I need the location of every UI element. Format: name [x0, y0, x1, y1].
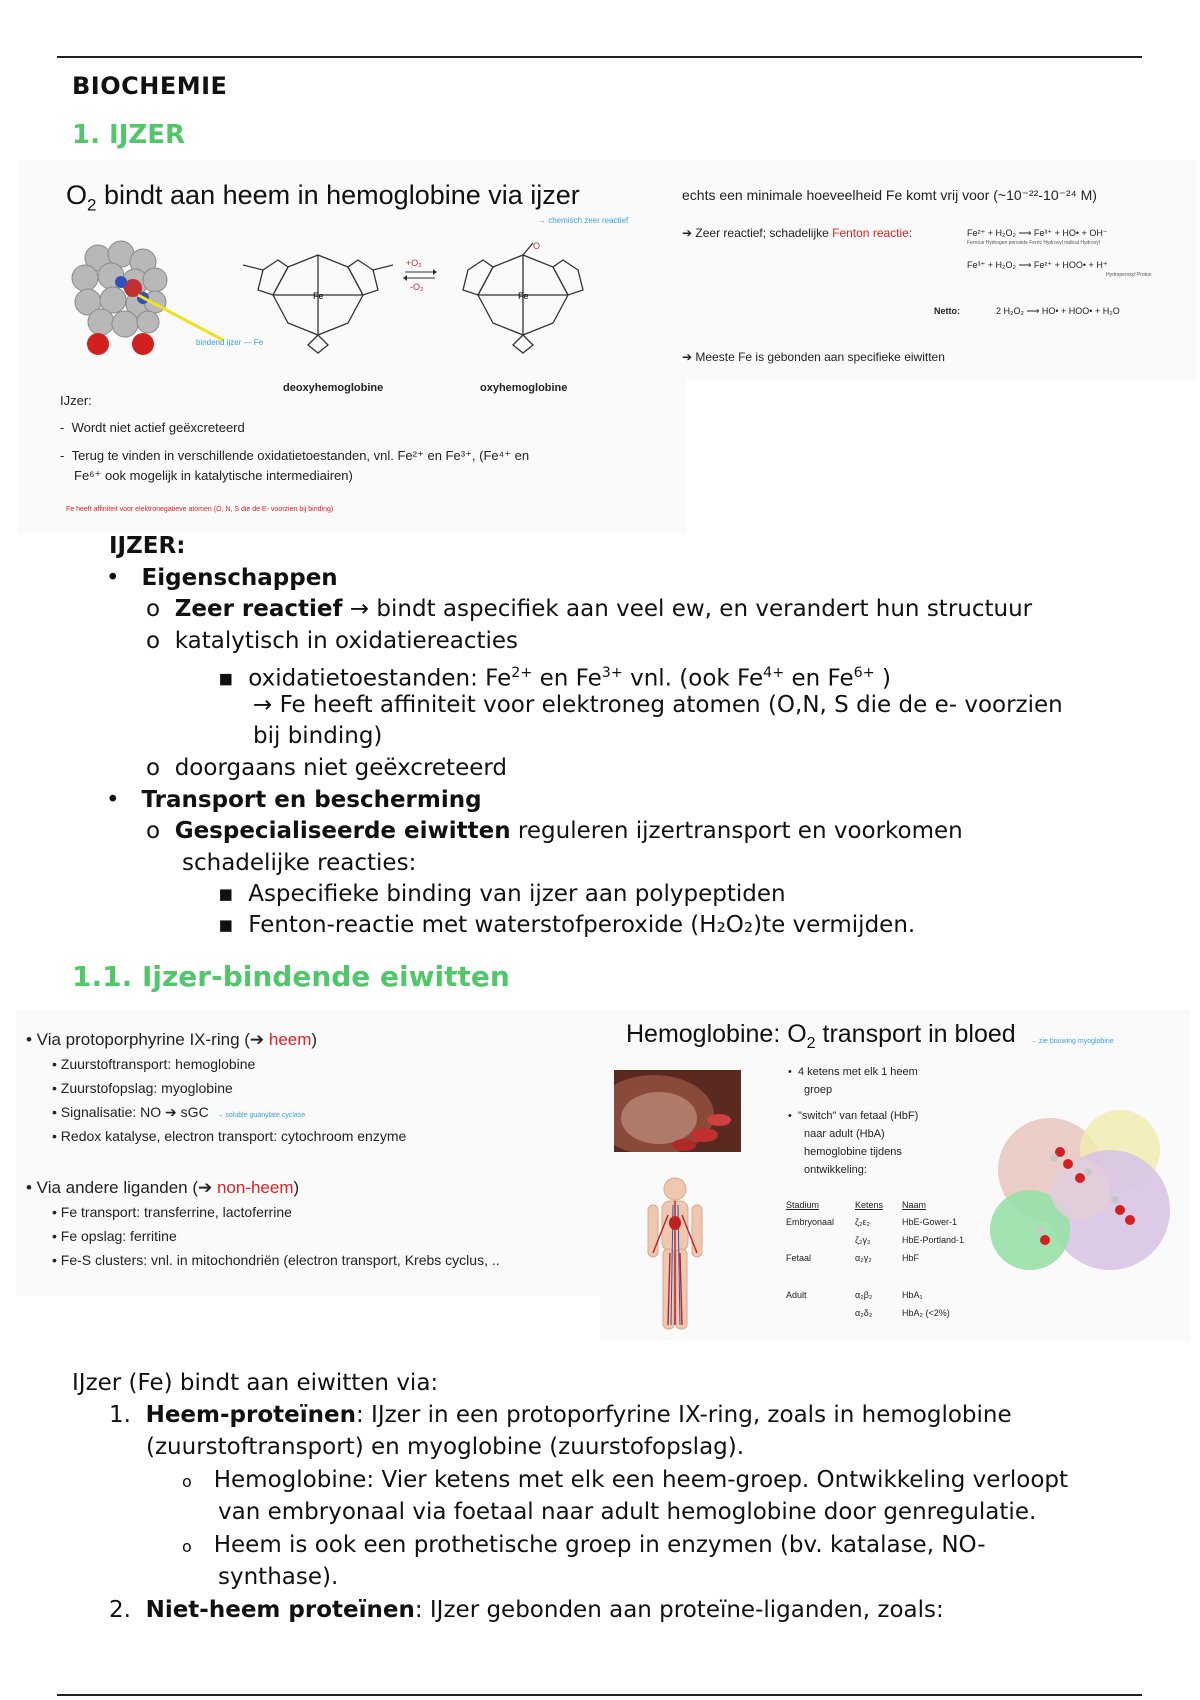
slide-footnote: Fe heeft affiniteit voor elektronegatieve atomen (O, N, S die de E- voorzien bij binding) — [66, 506, 334, 513]
free-iron-line: echts een minimale hoeveelheid Fe komt vrij voor (~10⁻²²-10⁻²⁴ M) — [682, 187, 1097, 203]
hb-bullet-1-cont: groep — [804, 1084, 833, 1096]
item-katalytisch: o katalytisch in oxidatiereacties — [146, 628, 519, 654]
heem-item-2: • Zuurstofopslag: myoglobine — [52, 1080, 233, 1096]
section-heading-ijzer: 1. IJZER — [72, 120, 186, 150]
item-heem-proteinen: 1. Heem-proteïnen: IJzer in een protoporfyrine IX-ring, zoals in hemoglobine — [109, 1402, 1012, 1428]
th-naam: Naam — [902, 1200, 927, 1210]
slide-hemoglobine-transport — [600, 1010, 1190, 1340]
fenton-eq-2: Fe³⁺ + H₂O₂ ⟶ Fe²⁺ + HOO• + H⁺ — [967, 260, 1108, 270]
slide-title: $O_2$ bindt aan heem in hemoglobine via ijzer — [66, 180, 580, 215]
fenton-eq-net: 2 H₂O₂ ⟶ HO• + HOO• + H₂O — [996, 306, 1120, 316]
slide-heem-nonheem — [16, 1010, 600, 1296]
item-oxidatietoestanden: ▪ oxidatietoestanden: $Fe^{2+}$ en $Fe^{3+}$ vnl. (ook $Fe^{4+}$ en $Fe^{6+}$ ) — [218, 665, 891, 692]
ijzer-label: IJzer: — [60, 393, 92, 408]
item-prothetische-groep: o Heem is ook een prothetische groep in enzymen (bv. katalase, NO- — [182, 1532, 986, 1558]
document-title: BIOCHEMIE — [72, 72, 228, 100]
notes2-intro: IJzer (Fe) bindt aan eiwitten via: — [72, 1370, 439, 1396]
item-hemoglobine-cont: van embryonaal via foetaal naar adult hemoglobine door genregulatie. — [218, 1499, 1037, 1525]
slide-bullet-2: - Terug te vinden in verschillende oxidatietoestanden, vnl. Fe²⁺ en Fe³⁺, (Fe⁴⁺ en — [60, 448, 530, 463]
svg-text:O: O — [533, 241, 541, 251]
nonheem-line: • Via andere liganden (➔ non-heem) — [26, 1178, 300, 1197]
r4-naam: HbA₁ — [902, 1290, 923, 1300]
r4-stadium: Adult — [786, 1290, 807, 1300]
th-ketens: Ketens — [855, 1200, 884, 1210]
arrow-minus-o2: -O₂ — [410, 282, 424, 292]
human-circulation-image — [640, 1175, 710, 1335]
r2-ketens: ζ₂γ₂ — [855, 1235, 871, 1245]
fenton-line: ➔ Zeer reactief; schadelijke Fenton reactie: — [682, 226, 913, 240]
r5-naam: HbA₂ (<2%) — [902, 1308, 950, 1318]
section-heading-ijzer-bindende-eiwitten: 1.1. Ijzer-bindende eiwitten — [72, 960, 510, 993]
heem-item-3: • Signalisatie: NO ➔ sGC → soluble guanylate cyclase — [52, 1104, 306, 1120]
svg-text:Fe: Fe — [518, 291, 529, 301]
hb-bullet-2: • "switch" van fetaal (HbF) — [788, 1110, 919, 1122]
nonheem-item-1: • Fe transport: transferrine, lactoferrine — [52, 1204, 292, 1220]
bullet-eigenschappen: • Eigenschappen — [106, 565, 338, 591]
heem-item-4: • Redox katalyse, electron transport: cytochroom enzyme — [52, 1128, 407, 1144]
title-annotation: → zie bouwing myoglobine — [1030, 1038, 1114, 1045]
nonheem-item-2: • Fe opslag: ferritine — [52, 1228, 177, 1244]
item-affiniteit: → Fe heeft affiniteit voor elektroneg atomen (O,N, S die de e- voorzien — [253, 692, 1063, 718]
slide-bullet-2-cont: Fe⁶⁺ ook mogelijk in katalytische intermediairen) — [74, 468, 353, 483]
svg-text:Fe: Fe — [313, 291, 324, 301]
r5-ketens: α₂δ₂ — [855, 1308, 873, 1318]
top-rule — [57, 56, 1142, 58]
r1-ketens: ζ₂ε₂ — [855, 1217, 870, 1227]
item-gespecialiseerde-cont: schadelijke reacties: — [182, 850, 417, 876]
r2-naam: HbE-Portland-1 — [902, 1235, 965, 1245]
r3-stadium: Fetaal — [786, 1253, 812, 1263]
oxyhemoglobine-structure — [438, 240, 608, 355]
item-fenton-vermijden: ▪ Fenton-reactie met waterstofperoxide (H₂O₂)te vermijden. — [218, 912, 916, 938]
deoxyhemoglobine-structure — [233, 245, 403, 355]
slide-fenton — [676, 160, 1196, 380]
item-niet-geexcreteerd: o doorgaans niet geëxcreteerd — [146, 755, 508, 781]
slide-heme-oxygen — [18, 160, 686, 532]
slide-annotation: → chemisch zeer reactief — [538, 216, 629, 225]
fenton-eq-1-labels: Ferrous Hydrogen peroxide Ferric Hydroxyl radical Hydroxyl — [967, 240, 1100, 246]
fenton-eq-1: Fe²⁺ + H₂O₂ ⟶ Fe³⁺ + HO• + OH⁻ — [967, 228, 1108, 238]
nonheem-item-3: • Fe-S clusters: vnl. in mitochondriën (electron transport, Krebs cyclus, .. — [52, 1252, 500, 1268]
slide-title: Hemoglobine: $O_2$ transport in bloed — [626, 1020, 1016, 1052]
hb-bullet-1: • 4 ketens met elk 1 heem — [788, 1066, 918, 1078]
heem-line: • Via protoporphyrine IX-ring (➔ heem) — [26, 1030, 318, 1049]
r3-naam: HbF — [902, 1253, 920, 1263]
notes-ijzer — [0, 530, 1200, 960]
th-stadium: Stadium — [786, 1200, 820, 1210]
r1-naam: HbE-Gower-1 — [902, 1217, 958, 1227]
notes-heading: IJZER: — [109, 533, 186, 559]
oxy-label: oxyhemoglobine — [480, 382, 568, 394]
slide-bullet-1: - Wordt niet actief geëxcreteerd — [60, 420, 245, 435]
r1-stadium: Embryonaal — [786, 1217, 835, 1227]
hemoglobin-protein-model — [970, 1090, 1188, 1290]
bullet-transport: • Transport en bescherming — [106, 787, 482, 813]
notes-bindende-eiwitten — [0, 1367, 1200, 1647]
item-hemoglobine: o Hemoglobine: Vier ketens met elk een heem-groep. Ontwikkeling verloopt — [182, 1467, 1069, 1493]
hb-bullet-2-cont-2: hemoglobine tijdens — [804, 1146, 902, 1158]
item-prothetische-groep-cont: synthase). — [218, 1564, 339, 1590]
netto-label: Netto: — [934, 306, 960, 316]
bottom-rule — [57, 1694, 1142, 1696]
heme-iron-annotation: bindend ijzer — Fe — [196, 338, 264, 347]
item-niet-heem-proteinen: 2. Niet-heem proteïnen: IJzer gebonden aan proteïne-liganden, zoals: — [109, 1597, 944, 1623]
hb-bullet-2-cont-1: naar adult (HbA) — [804, 1128, 885, 1140]
equilibrium-arrows — [403, 268, 437, 282]
r3-ketens: α₂γ₂ — [855, 1253, 872, 1263]
fenton-eq-2-labels: Hydroperoxyl Proton — [1106, 272, 1152, 278]
deoxy-label: deoxyhemoglobine — [283, 382, 384, 394]
arrow-plus-o2: +O₂ — [406, 258, 422, 268]
item-gespecialiseerde-eiwitten: o Gespecialiseerde eiwitten reguleren ijzertransport en voorkomen — [146, 818, 963, 844]
r4-ketens: α₂β₂ — [855, 1290, 873, 1300]
hb-bullet-2-cont-3: ontwikkeling: — [804, 1164, 867, 1176]
heem-item-1: • Zuurstoftransport: hemoglobine — [52, 1056, 256, 1072]
bound-iron-line: ➔ Meeste Fe is gebonden aan specifieke eiwitten — [682, 350, 945, 364]
item-zeer-reactief: o Zeer reactief → bindt aspecifiek aan veel ew, en verandert hun structuur — [146, 596, 1033, 622]
item-heem-proteinen-cont: (zuurstoftransport) en myoglobine (zuurstofopslag). — [146, 1434, 745, 1460]
blood-vessel-image — [614, 1070, 741, 1152]
item-affiniteit-cont: bij binding) — [253, 723, 383, 749]
item-aspecifieke-binding: ▪ Aspecifieke binding van ijzer aan polypeptiden — [218, 881, 786, 907]
